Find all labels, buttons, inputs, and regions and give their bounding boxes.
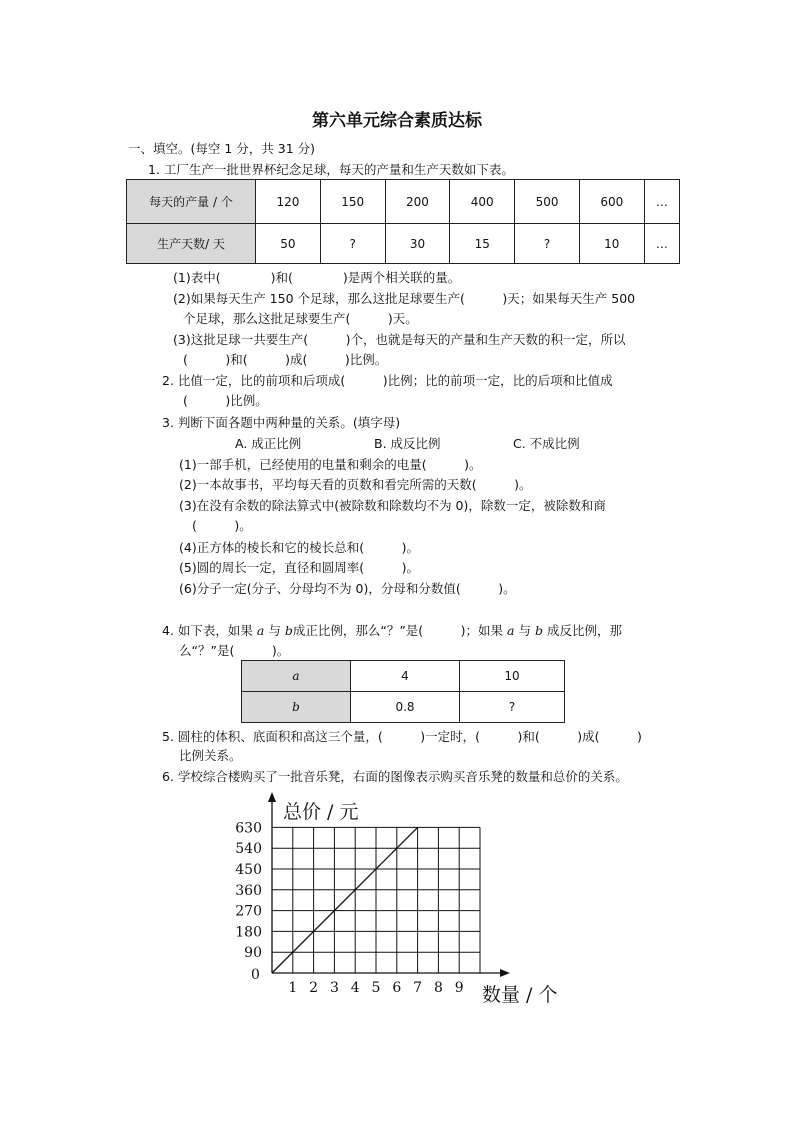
y-tick-label: 270	[235, 903, 262, 920]
q4-table-cell: 10	[460, 661, 565, 692]
q4-table-header-cell: b	[242, 692, 351, 723]
q3-sub5: (5)圆的周长一定，直径和圆周率( )。	[179, 560, 419, 575]
q4-text: 4. 如下表，如果	[162, 623, 253, 638]
q4-table-header-cell: a	[242, 661, 351, 692]
q1-sub1: (1)表中( )和( )是两个相关联的量。	[173, 270, 461, 285]
q3-option-a: A. 成正比例	[235, 436, 302, 451]
q1-table-cell: 50	[256, 224, 321, 264]
q6-stem: 6. 学校综合楼购买了一批音乐凳，右面的图像表示购买音乐凳的数量和总价的关系。	[162, 769, 628, 784]
q5-line1: 5. 圆柱的体积、底面积和高这三个量，( )一定时，( )和( )成( )	[162, 729, 642, 744]
q4-table-cell: 4	[351, 661, 460, 692]
q1-table-cell: …	[644, 180, 679, 224]
q3-sub3-line2: ( )。	[192, 518, 252, 533]
q1-table-cell: …	[644, 224, 679, 264]
q4-text: 成反比例，那	[546, 623, 622, 638]
q1-table-header-cell: 生产天数/ 天	[127, 224, 256, 264]
q3-sub3-line1: (3)在没有余数的除法算式中(被除数和除数均不为 0)，除数一定，被除数和商	[179, 498, 606, 513]
x-tick-label: 7	[413, 980, 423, 996]
q3-sub2: (2)一本故事书，平均每天看的页数和看完所需的天数( )。	[179, 477, 532, 492]
q4-table-cell: 0.8	[351, 692, 460, 723]
q1-sub2-line2: 个足球，那么这批足球要生产( )天。	[183, 311, 418, 326]
q3-option-b: B. 成反比例	[374, 436, 441, 451]
x-axis-label: 数量 / 个	[482, 984, 558, 1006]
q4-text: 与	[268, 623, 281, 638]
y-tick-label: 360	[235, 882, 262, 899]
q1-table-cell: 120	[256, 180, 321, 224]
section-heading: 一、填空。(每空 1 分，共 31 分)	[128, 141, 316, 156]
y-axis-arrow-icon	[268, 792, 276, 802]
q1-stem: 1. 工厂生产一批世界杯纪念足球，每天的产量和生产天数如下表。	[148, 162, 514, 177]
x-tick-label: 6	[392, 980, 402, 996]
q1-table-cell: 30	[385, 224, 450, 264]
q1-table-header-cell: 每天的产量 / 个	[127, 180, 256, 224]
page-title: 第六单元综合素质达标	[312, 111, 482, 131]
q1-sub3-line1: (3)这批足球一共要生产( )个，也就是每天的产量和生产天数的积一定，所以	[173, 332, 626, 347]
y-tick-label: 90	[244, 945, 262, 962]
q1-table-cell: 15	[450, 224, 515, 264]
q1-table-cell: 200	[385, 180, 450, 224]
q4-table-cell: ?	[460, 692, 565, 723]
q1-table-cell: ?	[515, 224, 580, 264]
q4-var-a: a	[256, 623, 265, 638]
q3-stem: 3. 判断下面各题中两种量的关系。(填字母)	[162, 415, 401, 430]
q1-table-cell: 400	[450, 180, 515, 224]
q5-line2: 比例关系。	[179, 748, 242, 763]
y-tick-label: 450	[235, 862, 262, 878]
x-tick-label: 5	[371, 980, 381, 996]
x-axis-arrow-icon	[500, 969, 510, 977]
q4-var-b: b	[284, 623, 293, 638]
q4-line2: 么“？”是( )。	[179, 643, 290, 658]
q1-table-cell: 10	[579, 224, 644, 264]
chart-series-line	[272, 827, 418, 973]
x-tick-label: 1	[288, 980, 298, 996]
x-tick-label: 9	[454, 980, 464, 996]
y-tick-label: 540	[235, 841, 262, 858]
q1-table-cell: 500	[515, 180, 580, 224]
y-tick-label: 180	[235, 924, 262, 941]
q1-table-cell: 150	[320, 180, 385, 224]
q3-option-c: C. 不成比例	[513, 436, 580, 451]
chart-grid	[272, 827, 480, 973]
x-tick-label: 8	[433, 980, 443, 996]
q4-text: 与	[518, 623, 531, 638]
x-tick-label: 4	[350, 980, 360, 996]
q3-sub6: (6)分子一定(分子、分母均不为 0)，分母和分数值( )。	[179, 581, 516, 596]
origin-label: 0	[251, 967, 260, 983]
q4-text: 成正比例，那么“？”是( )；如果	[292, 623, 504, 638]
y-axis-label: 总价 / 元	[283, 801, 359, 823]
y-tick-label: 630	[235, 820, 262, 837]
q4-var-b: b	[534, 623, 543, 638]
q1-sub3-line2: ( )和( )成( )比例。	[183, 352, 388, 367]
q3-sub1: (1)一部手机，已经使用的电量和剩余的电量( )。	[179, 457, 482, 472]
q1-table-cell: 600	[579, 180, 644, 224]
x-tick-label: 2	[309, 980, 319, 996]
q2-line1: 2. 比值一定，比的前项和后项成( )比例；比的前项一定，比的后项和比值成	[162, 373, 613, 388]
q4-var-a: a	[507, 623, 515, 638]
q1-table-cell: ?	[320, 224, 385, 264]
x-tick-label: 3	[329, 980, 339, 996]
q1-sub2-line1: (2)如果每天生产 150 个足球，那么这批足球要生产( )天；如果每天生产 500	[173, 291, 636, 306]
q3-sub4: (4)正方体的棱长和它的棱长总和( )。	[179, 540, 419, 555]
q2-line2: ( )比例。	[183, 393, 268, 408]
